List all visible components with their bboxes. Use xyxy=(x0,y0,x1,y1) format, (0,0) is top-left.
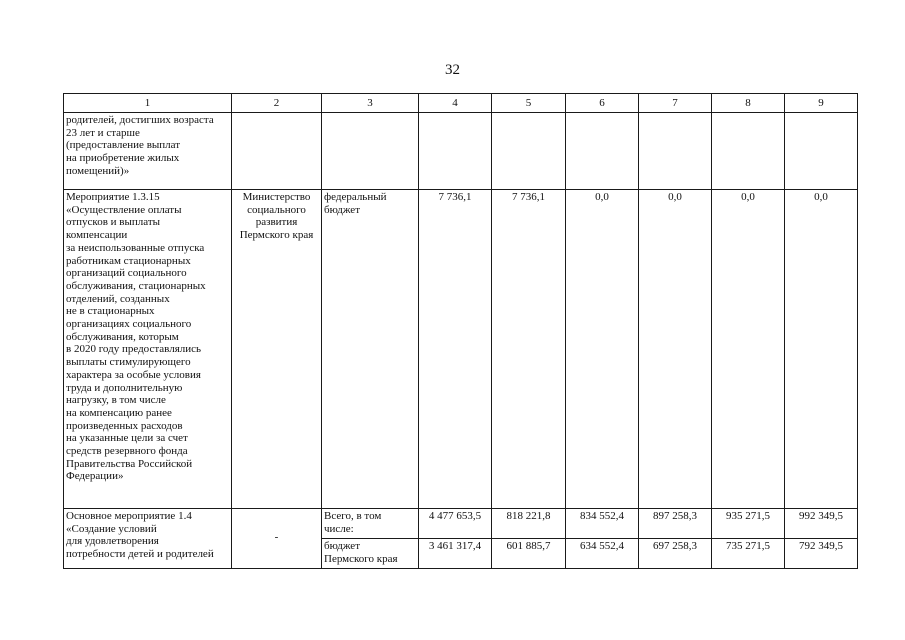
measure-name-cell: Мероприятие 1.3.15 «Осуществление оплаты отпусков и выплаты компенсации за неиспользованные отпуска работникам стационарных организаций социального обслуживания, стационарных отделений, созданных не в стационарных организациях социального обслуживания, которым в 2020 году предоставлялись выплаты стимулирующего характера за особые условия труда и дополнительную нагрузку, в том числе на компенсацию ранее произведенных расходов на указанные цели за счет средств резервного фонда Правительства Российской Федерации» xyxy=(64,190,232,509)
value-cell: 0,0 xyxy=(566,190,639,509)
value-cell: 897 258,3 xyxy=(639,509,712,539)
value-cell xyxy=(566,113,639,190)
value-cell: 0,0 xyxy=(712,190,785,509)
program-table xyxy=(63,93,858,569)
measure-name-cell: Основное мероприятие 1.4 «Создание условий для удовлетворения потребности детей и родителей xyxy=(64,509,232,569)
column-header: 4 xyxy=(419,94,492,113)
executor-cell: Министерство социального развития Пермского края xyxy=(232,190,322,509)
value-cell xyxy=(712,113,785,190)
measure-name-cell: родителей, достигших возраста 23 лет и старше (предоставление выплат на приобретение жилых помещений)» xyxy=(64,113,232,190)
table-row xyxy=(64,113,858,190)
value-cell: 601 885,7 xyxy=(492,539,566,569)
value-cell: 7 736,1 xyxy=(492,190,566,509)
value-cell xyxy=(419,113,492,190)
column-header: 8 xyxy=(712,94,785,113)
value-cell: 992 349,5 xyxy=(785,509,858,539)
column-header: 1 xyxy=(64,94,232,113)
value-cell: 735 271,5 xyxy=(712,539,785,569)
value-cell: 697 258,3 xyxy=(639,539,712,569)
value-cell xyxy=(639,113,712,190)
executor-cell xyxy=(232,509,322,569)
executor-dash: - xyxy=(274,530,279,543)
column-header: 7 xyxy=(639,94,712,113)
value-cell: 0,0 xyxy=(639,190,712,509)
column-header: 5 xyxy=(492,94,566,113)
column-header: 9 xyxy=(785,94,858,113)
value-cell: 818 221,8 xyxy=(492,509,566,539)
column-header: 3 xyxy=(322,94,419,113)
column-header: 6 xyxy=(566,94,639,113)
value-cell: 0,0 xyxy=(785,190,858,509)
column-header: 2 xyxy=(232,94,322,113)
funding-source-cell: федеральный бюджет xyxy=(322,190,419,509)
header-row xyxy=(64,94,858,113)
executor-cell xyxy=(232,113,322,190)
value-cell: 7 736,1 xyxy=(419,190,492,509)
table-row xyxy=(64,509,858,539)
table-row xyxy=(64,190,858,509)
value-cell: 834 552,4 xyxy=(566,509,639,539)
value-cell: 4 477 653,5 xyxy=(419,509,492,539)
funding-source-cell xyxy=(322,113,419,190)
value-cell: 634 552,4 xyxy=(566,539,639,569)
value-cell xyxy=(785,113,858,190)
funding-source-cell: Всего, в том числе: xyxy=(322,509,419,539)
value-cell: 935 271,5 xyxy=(712,509,785,539)
value-cell xyxy=(492,113,566,190)
funding-source-cell: бюджет Пермского края xyxy=(322,539,419,569)
page-number: 32 xyxy=(445,62,460,78)
value-cell: 792 349,5 xyxy=(785,539,858,569)
value-cell: 3 461 317,4 xyxy=(419,539,492,569)
